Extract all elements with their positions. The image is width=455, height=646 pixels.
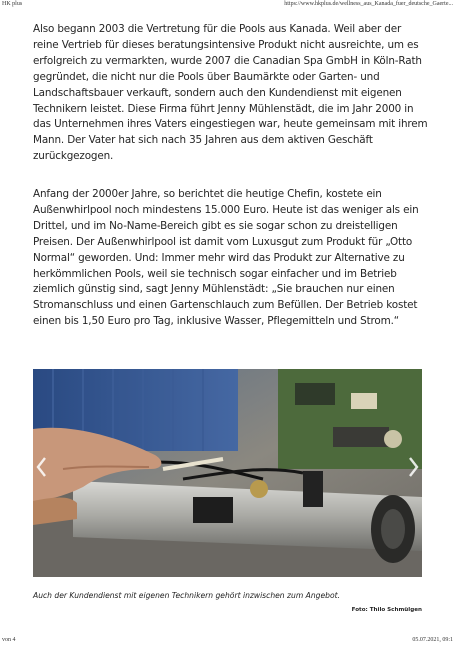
article-paragraph-2: Anfang der 2000er Jahre, so berichtet die heutige Chefin, kostete ein Außenwhirlpool noch mindestens 15.000 Euro. Heute ist das weniger als ein Drittel, und im No-Name-Bereich gibt es sie sogar schon zu dreistelligen Preisen. Der Außenwhirlpool ist damit vom Luxusgut zum Produkt für „Otto Normal“ geworden. Und: Immer mehr wird das Produkt zur Alternative zu herkömmlichen Pools, weil sie technisch sogar einfacher und im Betrieb ziemlich günstig sind, sagt Jenny Mühlenstädt: „Sie brauchen nur einen Stromanschluss und einen Gartenschlauch zum Befüllen. Der Betrieb kostet einen bis 1,50 Euro pro Tag, inklusive Wasser, Pflegemitteln und Strom.“: [33, 188, 419, 328]
photo-credit: Foto: Thilo Schmülgen: [351, 607, 422, 613]
chevron-right-icon: [409, 457, 419, 477]
print-footer: [0, 636, 455, 646]
print-header: [0, 0, 455, 10]
photo-caption: Auch der Kundendienst mit eigenen Technikern gehört inzwischen zum Angebot.: [33, 591, 340, 600]
print-header-site: HK plus: [2, 1, 23, 7]
photo-next-button[interactable]: [408, 455, 420, 479]
article-photo: [33, 369, 422, 577]
photo-prev-button[interactable]: [35, 455, 47, 479]
print-footer-page: von 4: [2, 637, 16, 643]
print-footer-date: 05.07.2021, 09:1: [412, 637, 453, 643]
print-header-url: https://www.hkplus.de/wellness_aus_Kanada_fuer_deutsche_Gaerte...: [284, 1, 453, 7]
photo-technician-wiring: [33, 369, 422, 577]
article-paragraph-1: Also begann 2003 die Vertretung für die Pools aus Kanada. Weil aber der reine Vertrieb für dieses beratungsintensive Produkt nicht ausreichte, um es erfolgreich zu vermarkten, wurde 2007 die Canadian Spa GmbH in Köln-Rath gegründet, die nicht nur die Pools über Baumärkte oder Garten- und Landschaftsbauer verkauft, sondern auch den Kundendienst mit eigenen Technikern leistet. Diese Firma führt Jenny Mühlenstädt, die im Jahr 2000 in das Unternehmen ihres Vaters eingestiegen war, heute gemeinsam mit ihrem Mann. Der Vater hat sich nach 35 Jahren aus dem aktiven Geschäft zurückgezogen.: [33, 23, 428, 163]
chevron-left-icon: [36, 457, 46, 477]
